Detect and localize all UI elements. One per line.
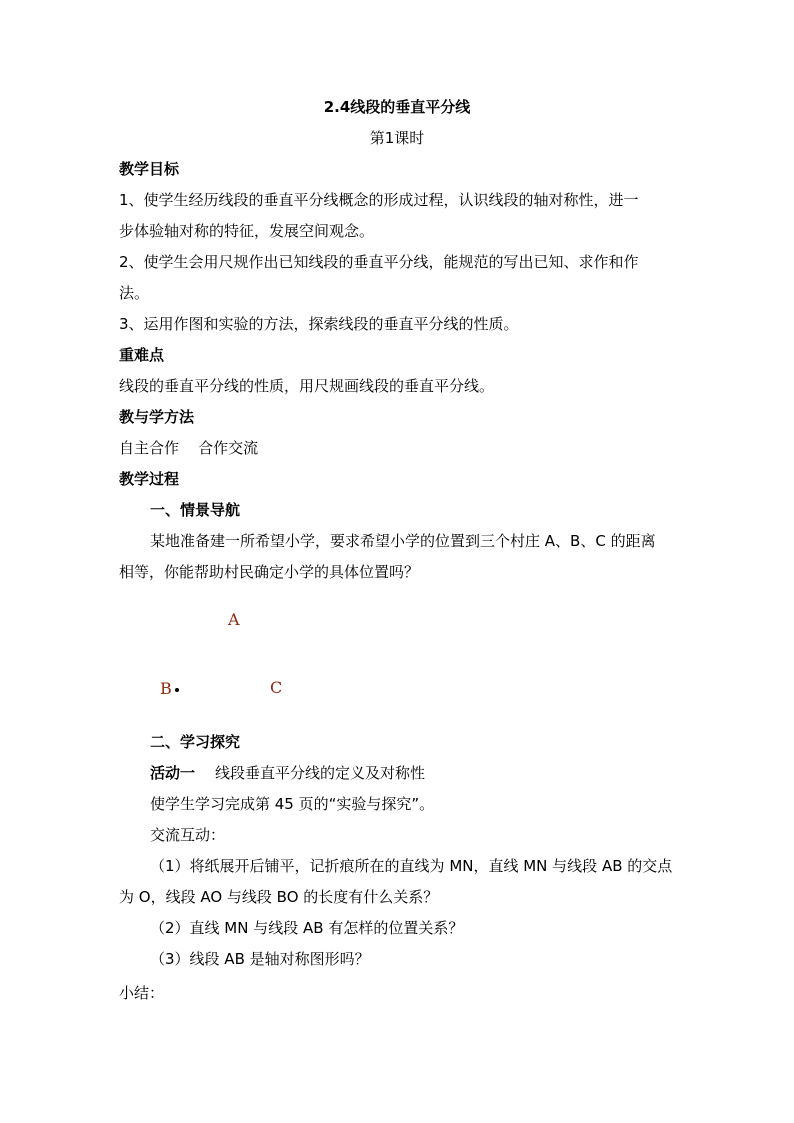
goal-item-1-line-1: 1、使学生经历线段的垂直平分线概念的形成过程，认识线段的轴对称性，进一 bbox=[119, 191, 639, 209]
village-label-c: C bbox=[270, 678, 283, 697]
activity-1-title: 线段垂直平分线的定义及对称性 bbox=[215, 764, 426, 782]
exchange-label: 交流互动： bbox=[150, 826, 226, 844]
page-title: 2.4线段的垂直平分线 bbox=[323, 98, 471, 116]
village-point-b bbox=[175, 688, 179, 692]
goal-item-2-line-2: 法。 bbox=[119, 284, 150, 302]
summary-label: 小结： bbox=[119, 984, 165, 1002]
section-2-heading: 二、学习探究 bbox=[150, 733, 241, 751]
question-3: （3）线段 AB 是轴对称图形吗？ bbox=[150, 950, 370, 968]
village-label-b: B bbox=[160, 679, 172, 698]
scenario-paragraph-line-1: 某地准备建一所希望小学，要求希望小学的位置到三个村庄 A、B、C 的距离 bbox=[150, 532, 656, 550]
activity-1-label: 活动一 bbox=[150, 764, 196, 782]
question-2: （2）直线 MN 与线段 AB 有怎样的位置关系？ bbox=[150, 919, 464, 937]
activity-instruction: 使学生学习完成第 45 页的“实验与探究”。 bbox=[150, 795, 435, 813]
goal-item-1-line-2: 步体验轴对称的特征，发展空间观念。 bbox=[119, 222, 375, 240]
question-1-line-2: 为 O，线段 AO 与线段 BO 的长度有什么关系？ bbox=[119, 888, 439, 906]
activity-1-line bbox=[150, 763, 425, 783]
scenario-paragraph-line-2: 相等，你能帮助村民确定小学的具体位置吗？ bbox=[119, 563, 420, 581]
methods-heading: 教与学方法 bbox=[119, 408, 195, 426]
section-1-heading: 一、情景导航 bbox=[150, 501, 241, 519]
methods-text: 自主合作 合作交流 bbox=[119, 439, 259, 457]
key-points-text: 线段的垂直平分线的性质，用尺规画线段的垂直平分线。 bbox=[119, 377, 495, 395]
process-heading: 教学过程 bbox=[119, 470, 180, 488]
key-points-heading: 重难点 bbox=[119, 346, 165, 364]
goal-item-3: 3、运用作图和实验的方法，探索线段的垂直平分线的性质。 bbox=[119, 315, 519, 333]
question-1-line-1: （1）将纸展开后铺平，记折痕所在的直线为 MN，直线 MN 与线段 AB 的交点 bbox=[150, 857, 673, 875]
goals-heading: 教学目标 bbox=[119, 160, 180, 178]
village-label-a: A bbox=[228, 610, 240, 629]
goal-item-2-line-1: 2、使学生会用尺规作出已知线段的垂直平分线，能规范的写出已知、求作和作 bbox=[119, 253, 639, 271]
lesson-subtitle: 第1课时 bbox=[369, 129, 425, 147]
